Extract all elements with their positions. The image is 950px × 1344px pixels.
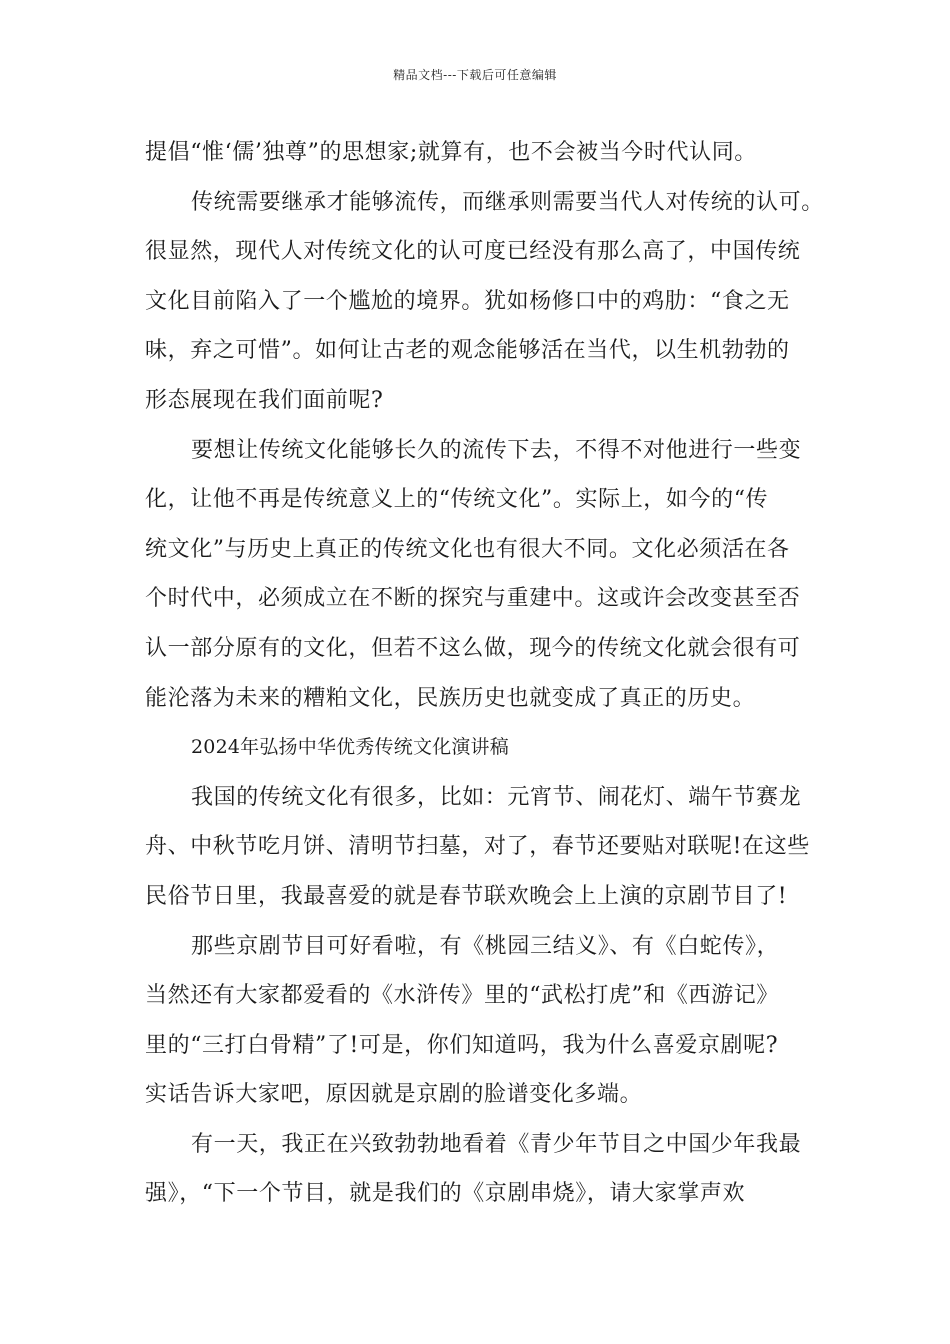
- paragraph-start-line: 传统需要继承才能够流传，而继承则需要当代人对传统的认可。: [191, 189, 824, 215]
- document-body: [145, 128, 824, 1219]
- text-line: 个时代中，必须成立在不断的探究与重建中。这或许会改变甚至否: [145, 586, 801, 612]
- text-line: 民俗节日里，我最喜爱的就是春节联欢晚会上上演的京剧节目了!: [145, 883, 788, 909]
- text-line: 舟、中秋节吃月饼、清明节扫墓，对了，春节还要贴对联呢!在这些: [145, 834, 810, 860]
- text-line: 化，让他不再是传统意义上的“传统文化”。实际上，如今的“传: [145, 487, 769, 513]
- section-title: 2024年弘扬中华优秀传统文化演讲稿: [191, 736, 509, 759]
- text-line: 实话告诉大家吧，原因就是京剧的脸谱变化多端。: [145, 1082, 643, 1108]
- text-line: 当然还有大家都爱看的《水浒传》里的“武松打虎”和《西游记》: [145, 983, 779, 1009]
- paragraph-start-line: 要想让传统文化能够长久的流传下去，不得不对他进行一些变: [191, 437, 802, 463]
- paragraph-start-line: 我国的传统文化有很多，比如：元宵节、闹花灯、端午节赛龙: [191, 784, 802, 810]
- paragraph-start-line: 有一天，我正在兴致勃勃地看着《青少年节目之中国少年我最: [191, 1131, 802, 1157]
- text-line: 很显然，现代人对传统文化的认可度已经没有那么高了，中国传统: [145, 239, 801, 265]
- text-line: 提倡“惟‘儒’独尊”的思想家;就算有，也不会被当今时代认同。: [145, 140, 757, 165]
- paragraph-start-line: 那些京剧节目可好看啦，有《桃园三结义》、有《白蛇传》，: [191, 933, 780, 959]
- text-line: 强》，“下一个节目，就是我们的《京剧串烧》，请大家掌声欢: [145, 1181, 746, 1207]
- text-line: 统文化”与历史上真正的传统文化也有很大不同。文化必须活在各: [145, 536, 790, 562]
- text-line: 文化目前陷入了一个尴尬的境界。犹如杨修口中的鸡肋：“食之无: [145, 288, 790, 314]
- text-line: 能沦落为未来的糟粕文化，民族历史也就变成了真正的历史。: [145, 685, 756, 711]
- page-header: 精品文档---下载后可任意编辑: [393, 68, 557, 82]
- text-line: 认一部分原有的文化，但若不这么做，现今的传统文化就会很有可: [145, 635, 801, 661]
- text-line: 形态展现在我们面前呢?: [145, 387, 384, 413]
- text-line: 里的“三打白骨精”了!可是，你们知道吗，我为什么喜爱京剧呢?: [145, 1032, 779, 1058]
- text-line: 味，弃之可惜”。如何让古老的观念能够活在当代，以生机勃勃的: [145, 338, 790, 364]
